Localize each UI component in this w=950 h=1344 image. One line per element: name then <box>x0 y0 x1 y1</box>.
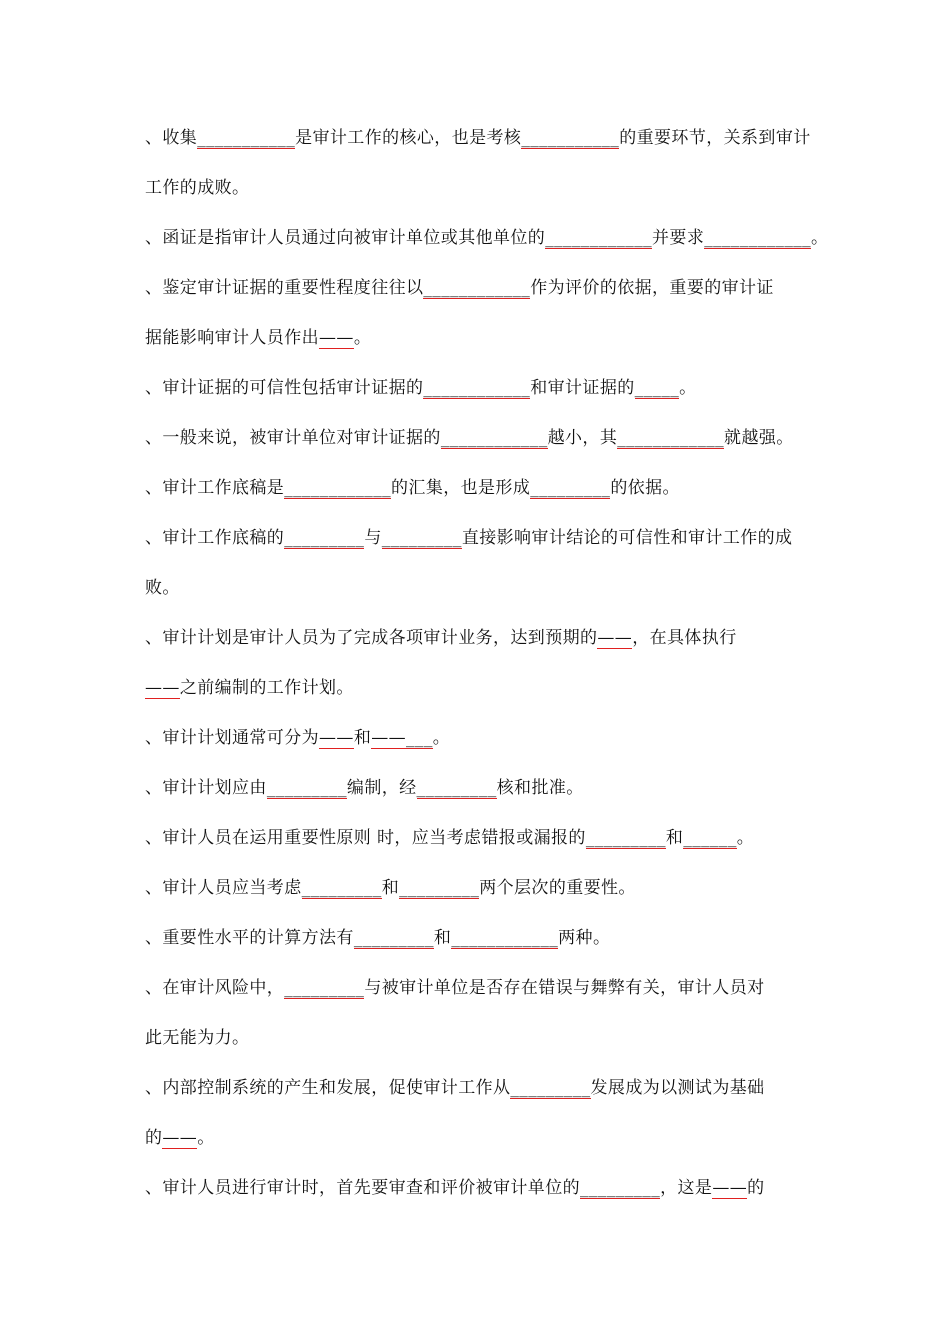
text: 、审计人员进行审计时，首先要审查和评价被审计单位的 <box>145 1178 580 1198</box>
line-5 <box>145 318 825 368</box>
line-20 <box>145 1068 825 1118</box>
blank: ____________ <box>617 428 725 448</box>
blank: —— <box>597 628 633 648</box>
line-8 <box>145 468 825 518</box>
text: 据能影响审计人员作出 <box>145 328 319 348</box>
text: 。 <box>811 228 829 248</box>
text: 、审计计划是审计人员为了完成各项审计业务，达到预期的 <box>145 628 598 648</box>
text: 之前编制的工作计划。 <box>179 678 354 698</box>
text: 的 <box>145 1128 163 1148</box>
line-15 <box>145 818 825 868</box>
blank: _________ <box>284 528 365 548</box>
line-11 <box>145 618 825 668</box>
text: 。 <box>736 828 755 848</box>
text: 败。 <box>145 578 180 598</box>
text: ，这是 <box>660 1178 713 1198</box>
text: 、收集 <box>145 128 198 148</box>
text: 与 <box>364 528 382 548</box>
blank: ____________ <box>423 378 531 398</box>
blank: ___________ <box>521 128 620 148</box>
line-1 <box>145 118 825 168</box>
text: ，在具体执行 <box>632 628 737 648</box>
text: 越小，其 <box>547 428 618 448</box>
blank: _________ <box>381 528 462 548</box>
line-12 <box>145 668 825 718</box>
blank: _________ <box>510 1078 591 1098</box>
line-17 <box>145 918 825 968</box>
blank: ____________ <box>423 278 531 298</box>
blank: _________ <box>301 878 382 898</box>
blank: —— <box>162 1128 198 1148</box>
text: 和 <box>381 878 400 898</box>
text: 的 <box>747 1178 765 1198</box>
blank: _________ <box>399 878 480 898</box>
line-2 <box>145 168 825 218</box>
blank: ____________ <box>451 928 559 948</box>
text: 、审计工作底稿是 <box>145 478 285 498</box>
text: 、审计人员在运用重要性原则 时，应当考虑错报或漏报的 <box>145 828 586 848</box>
text: 和 <box>665 828 684 848</box>
blank: ____________ <box>440 428 548 448</box>
blank: _________ <box>530 478 611 498</box>
text: 与被审计单位是否存在错误与舞弊有关，审计人员对 <box>364 978 765 998</box>
blank: ____________ <box>545 228 653 248</box>
text: 。 <box>679 378 697 398</box>
text: 核和批准。 <box>496 778 584 798</box>
text: 编制，经 <box>346 778 417 798</box>
text: 发展成为以测试为基础 <box>590 1078 765 1098</box>
line-14 <box>145 768 825 818</box>
text: 、鉴定审计证据的重要性程度往往以 <box>145 278 424 298</box>
text: 。 <box>197 1128 215 1148</box>
text: 。 <box>432 728 451 748</box>
blank: —— <box>319 328 354 348</box>
text: 、审计工作底稿的 <box>145 528 285 548</box>
text: 、函证是指审计人员通过向被审计单位或其他单位的 <box>145 228 546 248</box>
text: 的依据。 <box>610 478 680 498</box>
text: 和 <box>353 728 372 748</box>
text: 、在审计风险中， <box>145 978 285 998</box>
blank: _____ <box>634 378 680 398</box>
line-7 <box>145 418 825 468</box>
line-10 <box>145 568 825 618</box>
blank: —— <box>145 678 180 698</box>
text: 、审计证据的可信性包括审计证据的 <box>145 378 424 398</box>
blank: _________ <box>416 778 497 798</box>
document-page <box>145 118 829 1218</box>
line-19 <box>145 1018 825 1068</box>
text: 直接影响审计结论的可信性和审计工作的成 <box>461 528 793 548</box>
line-22 <box>145 1168 825 1218</box>
blank: _________ <box>284 978 365 998</box>
blank: —— <box>712 1178 748 1198</box>
text: 的汇集，也是形成 <box>391 478 531 498</box>
text: 、审计计划应由 <box>145 778 267 798</box>
text: 和 <box>433 928 452 948</box>
text: 两个层次的重要性。 <box>479 878 636 898</box>
line-16 <box>145 868 825 918</box>
text: 两种。 <box>558 928 611 948</box>
blank: _________ <box>353 928 434 948</box>
line-21 <box>145 1118 825 1168</box>
line-18 <box>145 968 825 1018</box>
text: 、审计人员应当考虑 <box>145 878 302 898</box>
line-6 <box>145 368 825 418</box>
text: 是审计工作的核心，也是考核 <box>295 128 522 148</box>
text: 此无能为力。 <box>145 1028 250 1048</box>
blank: _________ <box>580 1178 661 1198</box>
blank: —— <box>319 728 354 748</box>
text: 就越强。 <box>724 428 794 448</box>
blank: ——___ <box>371 728 433 748</box>
text: 、审计计划通常可分为 <box>145 728 319 748</box>
text: 工作的成败。 <box>145 178 250 198</box>
line-3 <box>145 218 829 268</box>
text: 、重要性水平的计算方法有 <box>145 928 354 948</box>
text: 。 <box>353 328 372 348</box>
blank: ___________ <box>197 128 296 148</box>
text: 和审计证据的 <box>530 378 635 398</box>
blank: ____________ <box>284 478 392 498</box>
blank: ______ <box>683 828 737 848</box>
text: 、内部控制系统的产生和发展，促使审计工作从 <box>145 1078 511 1098</box>
blank: _________ <box>585 828 666 848</box>
blank: ____________ <box>704 228 812 248</box>
text: 并要求 <box>652 228 705 248</box>
text: 的重要环节，关系到审计 <box>619 128 811 148</box>
text: 作为评价的依据，重要的审计证 <box>530 278 774 298</box>
line-9 <box>145 518 825 568</box>
line-13 <box>145 718 825 768</box>
text: 、一般来说，被审计单位对审计证据的 <box>145 428 441 448</box>
line-4 <box>145 268 825 318</box>
blank: _________ <box>266 778 347 798</box>
